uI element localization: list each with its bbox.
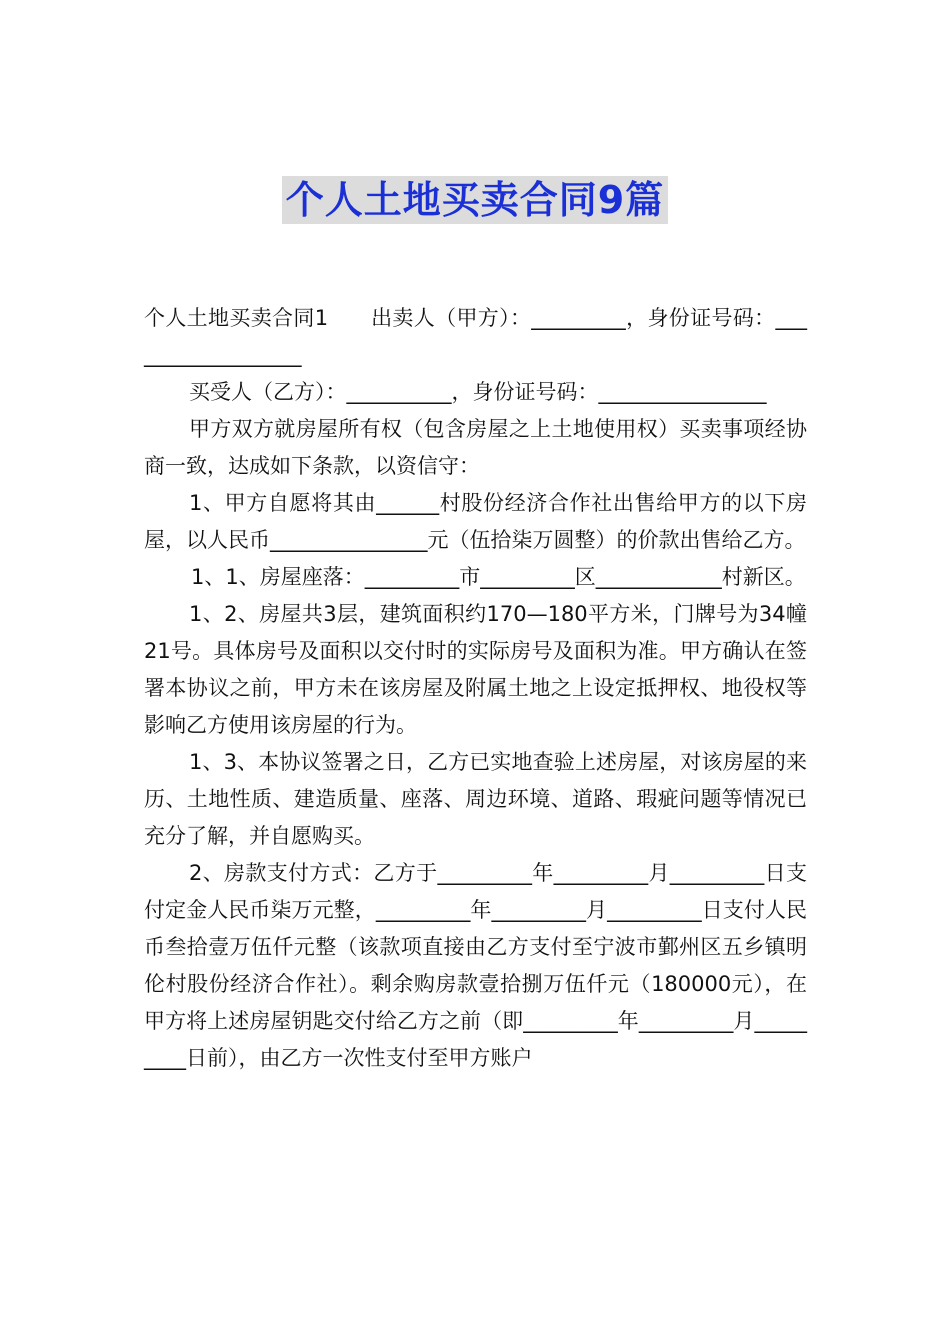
- paragraph-clause-1-1: 1、1、房屋座落：_________市_________区____________村新区。: [191, 565, 806, 589]
- paragraph-buyer: 买受人（乙方）：__________，身份证号码：________________: [189, 380, 767, 404]
- paragraph-contract-header: 个人土地买卖合同1 出卖人（甲方）：_________，身份证号码：__________________: [144, 306, 807, 367]
- paragraph-preamble: 甲方双方就房屋所有权（包含房屋之上土地使用权）买卖事项经协商一致，达成如下条款，以资信守：: [144, 417, 807, 478]
- document-title: 个人土地买卖合同9篇: [282, 176, 668, 224]
- document-body: [144, 300, 807, 1077]
- paragraph-clause-1-2: 1、2、房屋共3层，建筑面积约170—180平方米，门牌号为34幢21号。具体房号及面积以交付时的实际房号及面积为准。甲方确认在签署本协议之前，甲方未在该房屋及附属土地之上设定抵押权、地役权等影响乙方使用该房屋的行为。: [144, 602, 807, 737]
- paragraph-clause-1-3: 1、3、本协议签署之日，乙方已实地查验上述房屋，对该房屋的来历、土地性质、建造质量、座落、周边环境、道路、瑕疵问题等情况已充分了解，并自愿购买。: [144, 750, 807, 848]
- paragraph-clause-1: 1、甲方自愿将其由______村股份经济合作社出售给甲方的以下房屋，以人民币_______________元（伍拾柒万圆整）的价款出售给乙方。: [144, 491, 807, 552]
- title-wrapper: [0, 176, 950, 224]
- paragraph-clause-2: 2、房款支付方式：乙方于_________年_________月_________日支付定金人民币柒万元整，_________年_________月_________日支付人民币叁拾壹万伍仟元整（该款项直接由乙方支付至宁波市鄞州区五乡镇明伦村股份经济合作社）。剩余购房款壹拾捌万伍仟元（180000元），在甲方将上述房屋钥匙交付给乙方之前（即_________年_________月_________日前），由乙方一次性支付至甲方账户: [144, 861, 807, 1070]
